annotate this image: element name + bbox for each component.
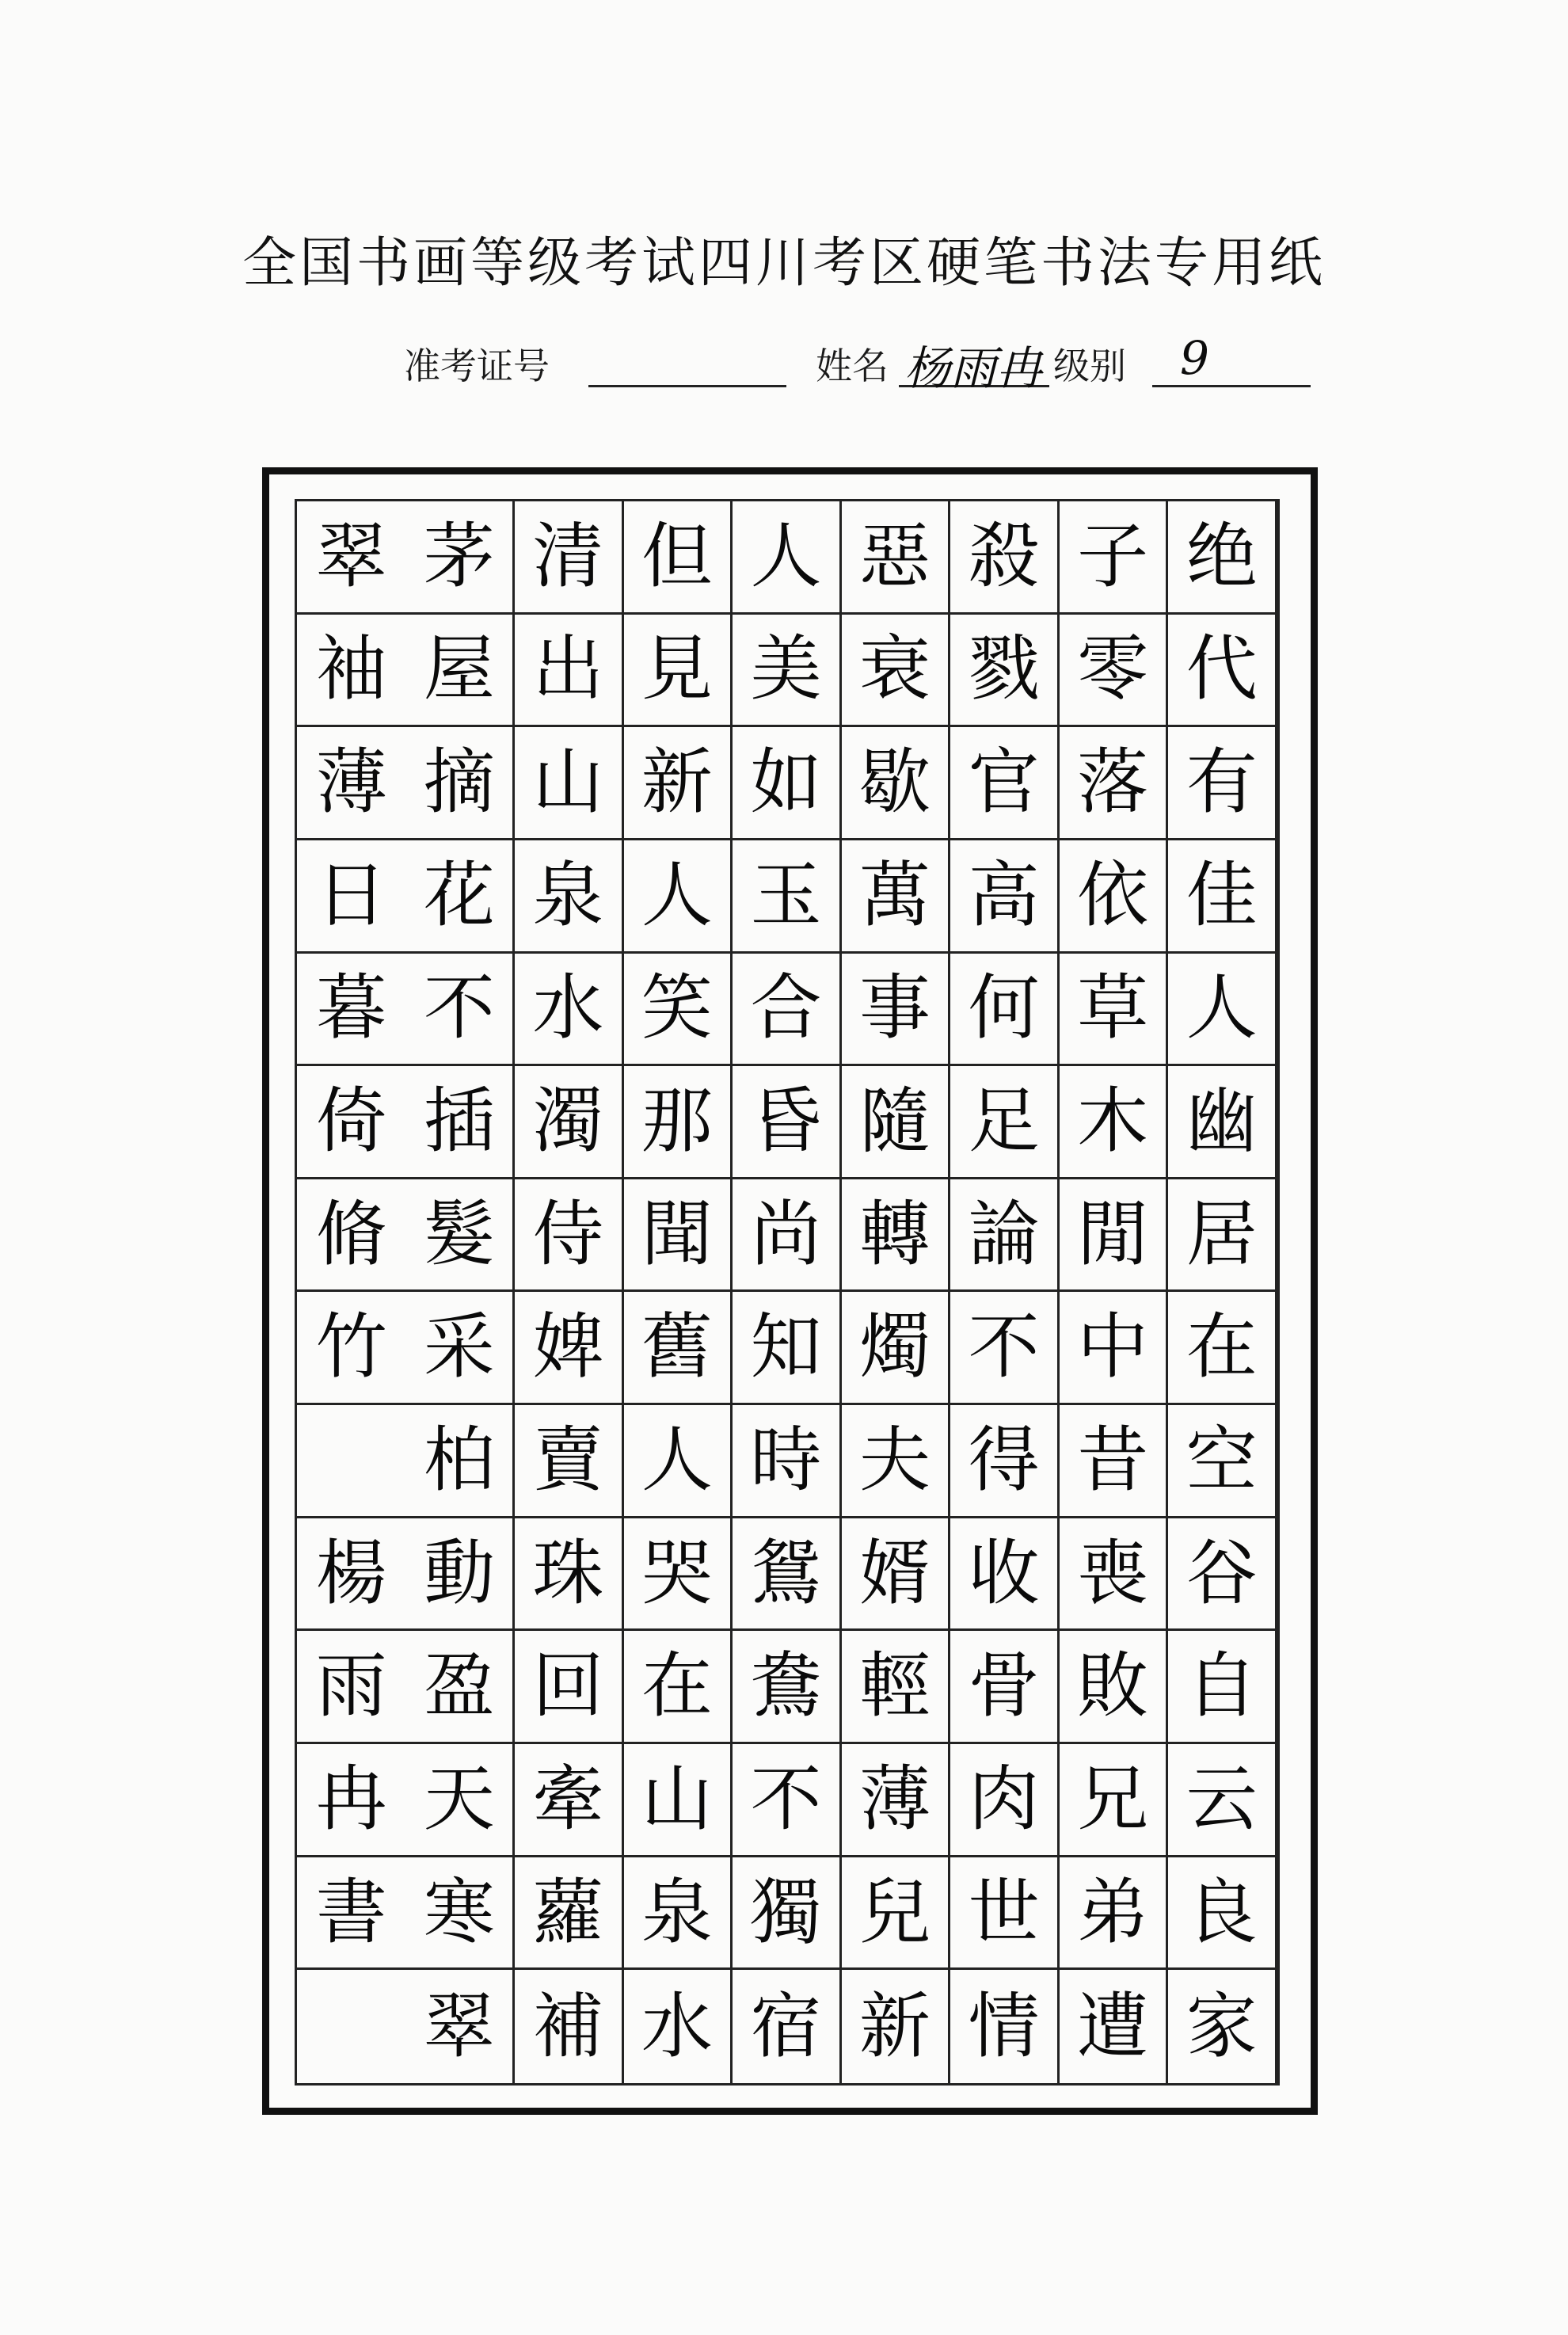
grid-cell: 人 [624, 1405, 731, 1518]
grid-cell: 閒 [1060, 1179, 1166, 1293]
grid-cell: 足 [950, 1066, 1057, 1179]
grid-cell: 有 [1168, 727, 1275, 840]
grid-cell: 燭 [842, 1293, 949, 1406]
grid-cell: 不 [950, 1293, 1057, 1406]
grid-cell: 隨 [842, 1066, 949, 1179]
grid-cell: 如 [733, 727, 839, 840]
grid-cell: 高 [950, 840, 1057, 954]
character-grid [295, 499, 1280, 2086]
grid-column [624, 501, 733, 2083]
grid-cell: 盈 [406, 1631, 513, 1744]
grid-cell: 柏 [406, 1405, 513, 1518]
grid-cell: 水 [515, 954, 622, 1067]
grid-cell: 賣 [515, 1405, 622, 1518]
grid-cell: 中 [1060, 1293, 1166, 1406]
grid-column [1168, 501, 1277, 2083]
page-title: 全国书画等级考试四川考区硬笔书法专用纸 [242, 232, 1326, 295]
grid-cell: 敗 [1060, 1631, 1166, 1744]
grid-cell: 新 [859, 1984, 931, 2068]
level-value: 9 [1180, 331, 1209, 385]
grid-cell: 昏 [733, 1066, 839, 1179]
grid-cell: 清 [515, 501, 622, 615]
grid-cell: 不 [406, 954, 513, 1067]
grid-cell: 婿 [842, 1518, 949, 1632]
grid-cell: 自 [1168, 1631, 1275, 1744]
grid-cell: 空 [1168, 1405, 1275, 1518]
grid-cell: 時 [733, 1405, 839, 1518]
grid-cell: 佳 [1168, 840, 1275, 954]
grid-cell: 蘿 [515, 1857, 622, 1971]
name-value: 杨雨冉 [904, 341, 1043, 395]
grid-cell: 哭 [624, 1518, 731, 1632]
grid-cell [297, 1970, 406, 2083]
grid-cell: 幽 [1168, 1066, 1275, 1179]
grid-cell [297, 1405, 406, 1518]
grid-cell: 日 [297, 840, 406, 954]
grid-column [515, 501, 624, 2083]
grid-cell: 兄 [1060, 1744, 1166, 1857]
grid-column [733, 501, 842, 2083]
grid-cell: 回 [515, 1631, 622, 1744]
grid-cell: 寒 [406, 1857, 513, 1971]
grid-cell: 山 [515, 727, 622, 840]
grid-cell: 冉 [297, 1744, 406, 1857]
grid-cell: 雨 [297, 1631, 406, 1744]
grid-cell: 落 [1060, 727, 1166, 840]
grid-cell: 肉 [950, 1744, 1057, 1857]
grid-cell: 論 [950, 1179, 1057, 1293]
grid-cell: 珠 [515, 1518, 622, 1632]
grid-cell: 草 [1060, 954, 1166, 1067]
grid-cell: 依 [1060, 840, 1166, 954]
grid-cell: 新 [624, 727, 731, 840]
grid-column [950, 501, 1060, 2083]
grid-cell: 兒 [842, 1857, 949, 1971]
grid-cell: 動 [406, 1518, 513, 1632]
grid-cell: 濁 [515, 1066, 622, 1179]
level-label: 级别 [1053, 345, 1126, 387]
grid-cell: 木 [1060, 1066, 1166, 1179]
grid-cell: 零 [1060, 615, 1166, 728]
grid-cell: 知 [733, 1293, 839, 1406]
grid-cell: 衰 [842, 615, 949, 728]
level-field[interactable] [1152, 385, 1311, 387]
grid-cell: 茅 [406, 501, 513, 615]
grid-cell: 倚 [297, 1066, 406, 1179]
grid-cell: 良 [1168, 1857, 1275, 1971]
grid-cell: 鴛 [733, 1518, 839, 1632]
grid-cell: 插 [406, 1066, 513, 1179]
grid-cell: 在 [1168, 1293, 1275, 1406]
grid-cell: 何 [950, 954, 1057, 1067]
grid-cell: 遭 [1077, 1984, 1149, 2068]
grid-cell: 昔 [1060, 1405, 1166, 1518]
grid-cell: 薄 [842, 1744, 949, 1857]
grid-cell: 官 [950, 727, 1057, 840]
grid-cell: 那 [624, 1066, 731, 1179]
grid-cell: 書 [297, 1857, 406, 1971]
grid-cell: 惡 [842, 501, 949, 615]
grid-cell: 薄 [297, 727, 406, 840]
grid-cell: 谷 [1168, 1518, 1275, 1632]
grid-cell: 在 [624, 1631, 731, 1744]
grid-cell: 子 [1060, 501, 1166, 615]
grid-cell: 居 [1168, 1179, 1275, 1293]
grid-cell: 補 [532, 1984, 604, 2068]
grid-cell: 喪 [1060, 1518, 1166, 1632]
grid-cell: 人 [624, 840, 731, 954]
grid-cell: 天 [406, 1744, 513, 1857]
grid-cell: 玉 [733, 840, 839, 954]
grid-cell: 脩 [297, 1179, 406, 1293]
grid-cell: 骨 [950, 1631, 1057, 1744]
grid-cell: 宿 [750, 1984, 822, 2068]
grid-cell: 美 [733, 615, 839, 728]
grid-cell: 收 [950, 1518, 1057, 1632]
grid-cell: 水 [641, 1984, 713, 2068]
grid-column [406, 501, 516, 2083]
grid-cell: 弟 [1060, 1857, 1166, 1971]
grid-cell: 楊 [297, 1518, 406, 1632]
grid-cell: 竹 [297, 1293, 406, 1406]
grid-column [842, 501, 951, 2083]
grid-cell: 轉 [842, 1179, 949, 1293]
grid-column [1060, 501, 1169, 2083]
grid-cell: 見 [624, 615, 731, 728]
grid-cell: 翠 [297, 501, 406, 615]
grid-cell: 出 [515, 615, 622, 728]
grid-cell: 山 [624, 1744, 731, 1857]
grid-cell: 婢 [515, 1293, 622, 1406]
grid-cell: 歇 [842, 727, 949, 840]
grid-cell: 牽 [515, 1744, 622, 1857]
grid-cell: 髮 [406, 1179, 513, 1293]
grid-cell: 笑 [624, 954, 731, 1067]
grid-cell: 采 [406, 1293, 513, 1406]
grid-cell: 翠 [423, 1984, 495, 2068]
grid-cell: 殺 [950, 501, 1057, 615]
grid-cell: 泉 [624, 1857, 731, 1971]
grid-cell: 花 [406, 840, 513, 954]
exam-id-label: 准考证号 [404, 345, 550, 387]
grid-column [297, 501, 406, 2083]
grid-cell: 舊 [624, 1293, 731, 1406]
grid-cell: 代 [1168, 615, 1275, 728]
grid-cell: 云 [1168, 1744, 1275, 1857]
grid-cell: 摘 [406, 727, 513, 840]
exam-id-field[interactable] [588, 385, 786, 387]
grid-cell: 戮 [950, 615, 1057, 728]
grid-cell: 但 [624, 501, 731, 615]
grid-cell: 袖 [297, 615, 406, 728]
grid-cell: 合 [733, 954, 839, 1067]
grid-cell: 輕 [842, 1631, 949, 1744]
grid-cell: 家 [1186, 1984, 1258, 2068]
grid-cell: 侍 [515, 1179, 622, 1293]
grid-cell: 不 [733, 1744, 839, 1857]
grid-cell: 夫 [842, 1405, 949, 1518]
grid-cell: 情 [968, 1984, 1040, 2068]
grid-cell: 獨 [733, 1857, 839, 1971]
grid-cell: 萬 [842, 840, 949, 954]
grid-cell: 人 [733, 501, 839, 615]
grid-cell: 聞 [624, 1179, 731, 1293]
grid-cell: 世 [950, 1857, 1057, 1971]
grid-cell: 鴦 [733, 1631, 839, 1744]
name-label: 姓名 [816, 345, 889, 387]
grid-cell: 人 [1168, 954, 1275, 1067]
grid-cell: 绝 [1168, 501, 1275, 615]
grid-cell: 事 [842, 954, 949, 1067]
grid-cell: 泉 [515, 840, 622, 954]
grid-cell: 暮 [297, 954, 406, 1067]
grid-cell: 屋 [406, 615, 513, 728]
grid-cell: 得 [950, 1405, 1057, 1518]
grid-cell: 尚 [733, 1179, 839, 1293]
